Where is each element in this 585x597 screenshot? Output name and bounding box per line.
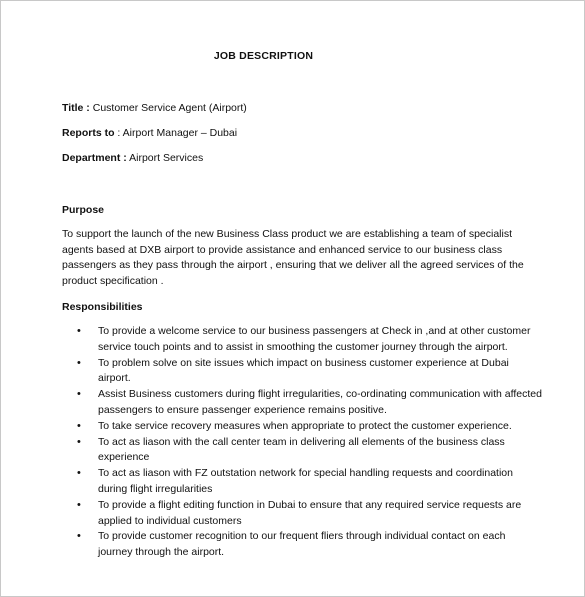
responsibility-text: To provide a flight editing function in Dubai to ensure that any required service requests are applied to individual customers: [98, 498, 522, 527]
responsibility-text: Assist Business customers during flight irregularities, co-ordinating communication with affected passengers to ensure passenger experience remains positive.: [98, 388, 542, 416]
bullet-icon: •: [77, 388, 81, 401]
job-title-label: Title :: [62, 102, 90, 114]
department-label: Department :: [62, 152, 127, 164]
responsibility-text: To act as liason with the call center team in delivering all elements of the business class experience: [98, 435, 505, 464]
bullet-icon: •: [77, 325, 81, 337]
reports-to-label: Reports to: [62, 127, 115, 139]
bullet-icon: •: [77, 530, 81, 543]
purpose-paragraph: To support the launch of the new Business Class product we are establishing a team of specialist agents based at DXB airport to provide assistance and enhanced service to our business class passengers as they pass through the airport , ensuring that we deliver all the agreed services of the product specification .: [62, 228, 524, 287]
responsibility-text: To provide customer recognition to our frequent fliers through individual contact on each journey through the airport.: [98, 530, 506, 559]
responsibility-item: [62, 466, 542, 498]
responsibility-item: [62, 419, 542, 435]
responsibility-text: To act as liason with FZ outstation network for special handling requests and coordination during flight irregularities: [98, 467, 513, 495]
reports-to-value: : Airport Manager – Dubai: [117, 127, 238, 139]
responsibility-text: To problem solve on site issues which impact on business customer experience at Dubai airport.: [98, 356, 509, 385]
responsibilities-list: [62, 324, 542, 561]
responsibility-text: To take service recovery measures when appropriate to protect the customer experience.: [98, 419, 512, 432]
responsibility-item: [62, 435, 542, 467]
bullet-icon: •: [77, 419, 81, 432]
department-field: [62, 152, 203, 164]
responsibility-item: [62, 356, 542, 388]
bullet-icon: •: [77, 356, 81, 369]
responsibility-item: [62, 324, 542, 356]
responsibilities-heading: Responsibilities: [62, 301, 143, 313]
bullet-icon: •: [77, 435, 81, 448]
job-title-field: [62, 102, 247, 114]
job-title-value: Customer Service Agent (Airport): [92, 102, 247, 114]
responsibility-item: [62, 498, 542, 530]
bullet-icon: •: [77, 467, 81, 480]
document-title: JOB DESCRIPTION: [213, 50, 314, 62]
purpose-heading: Purpose: [62, 204, 105, 216]
responsibility-item: [62, 387, 542, 419]
responsibility-item: [62, 529, 542, 561]
reports-to-field: [62, 127, 237, 139]
department-value: Airport Services: [129, 152, 204, 164]
responsibility-text: To provide a welcome service to our business passengers at Check in ,and at other customer service touch points and to assist in smoothing the customer journey through the airport.: [98, 325, 531, 353]
bullet-icon: •: [77, 498, 81, 511]
